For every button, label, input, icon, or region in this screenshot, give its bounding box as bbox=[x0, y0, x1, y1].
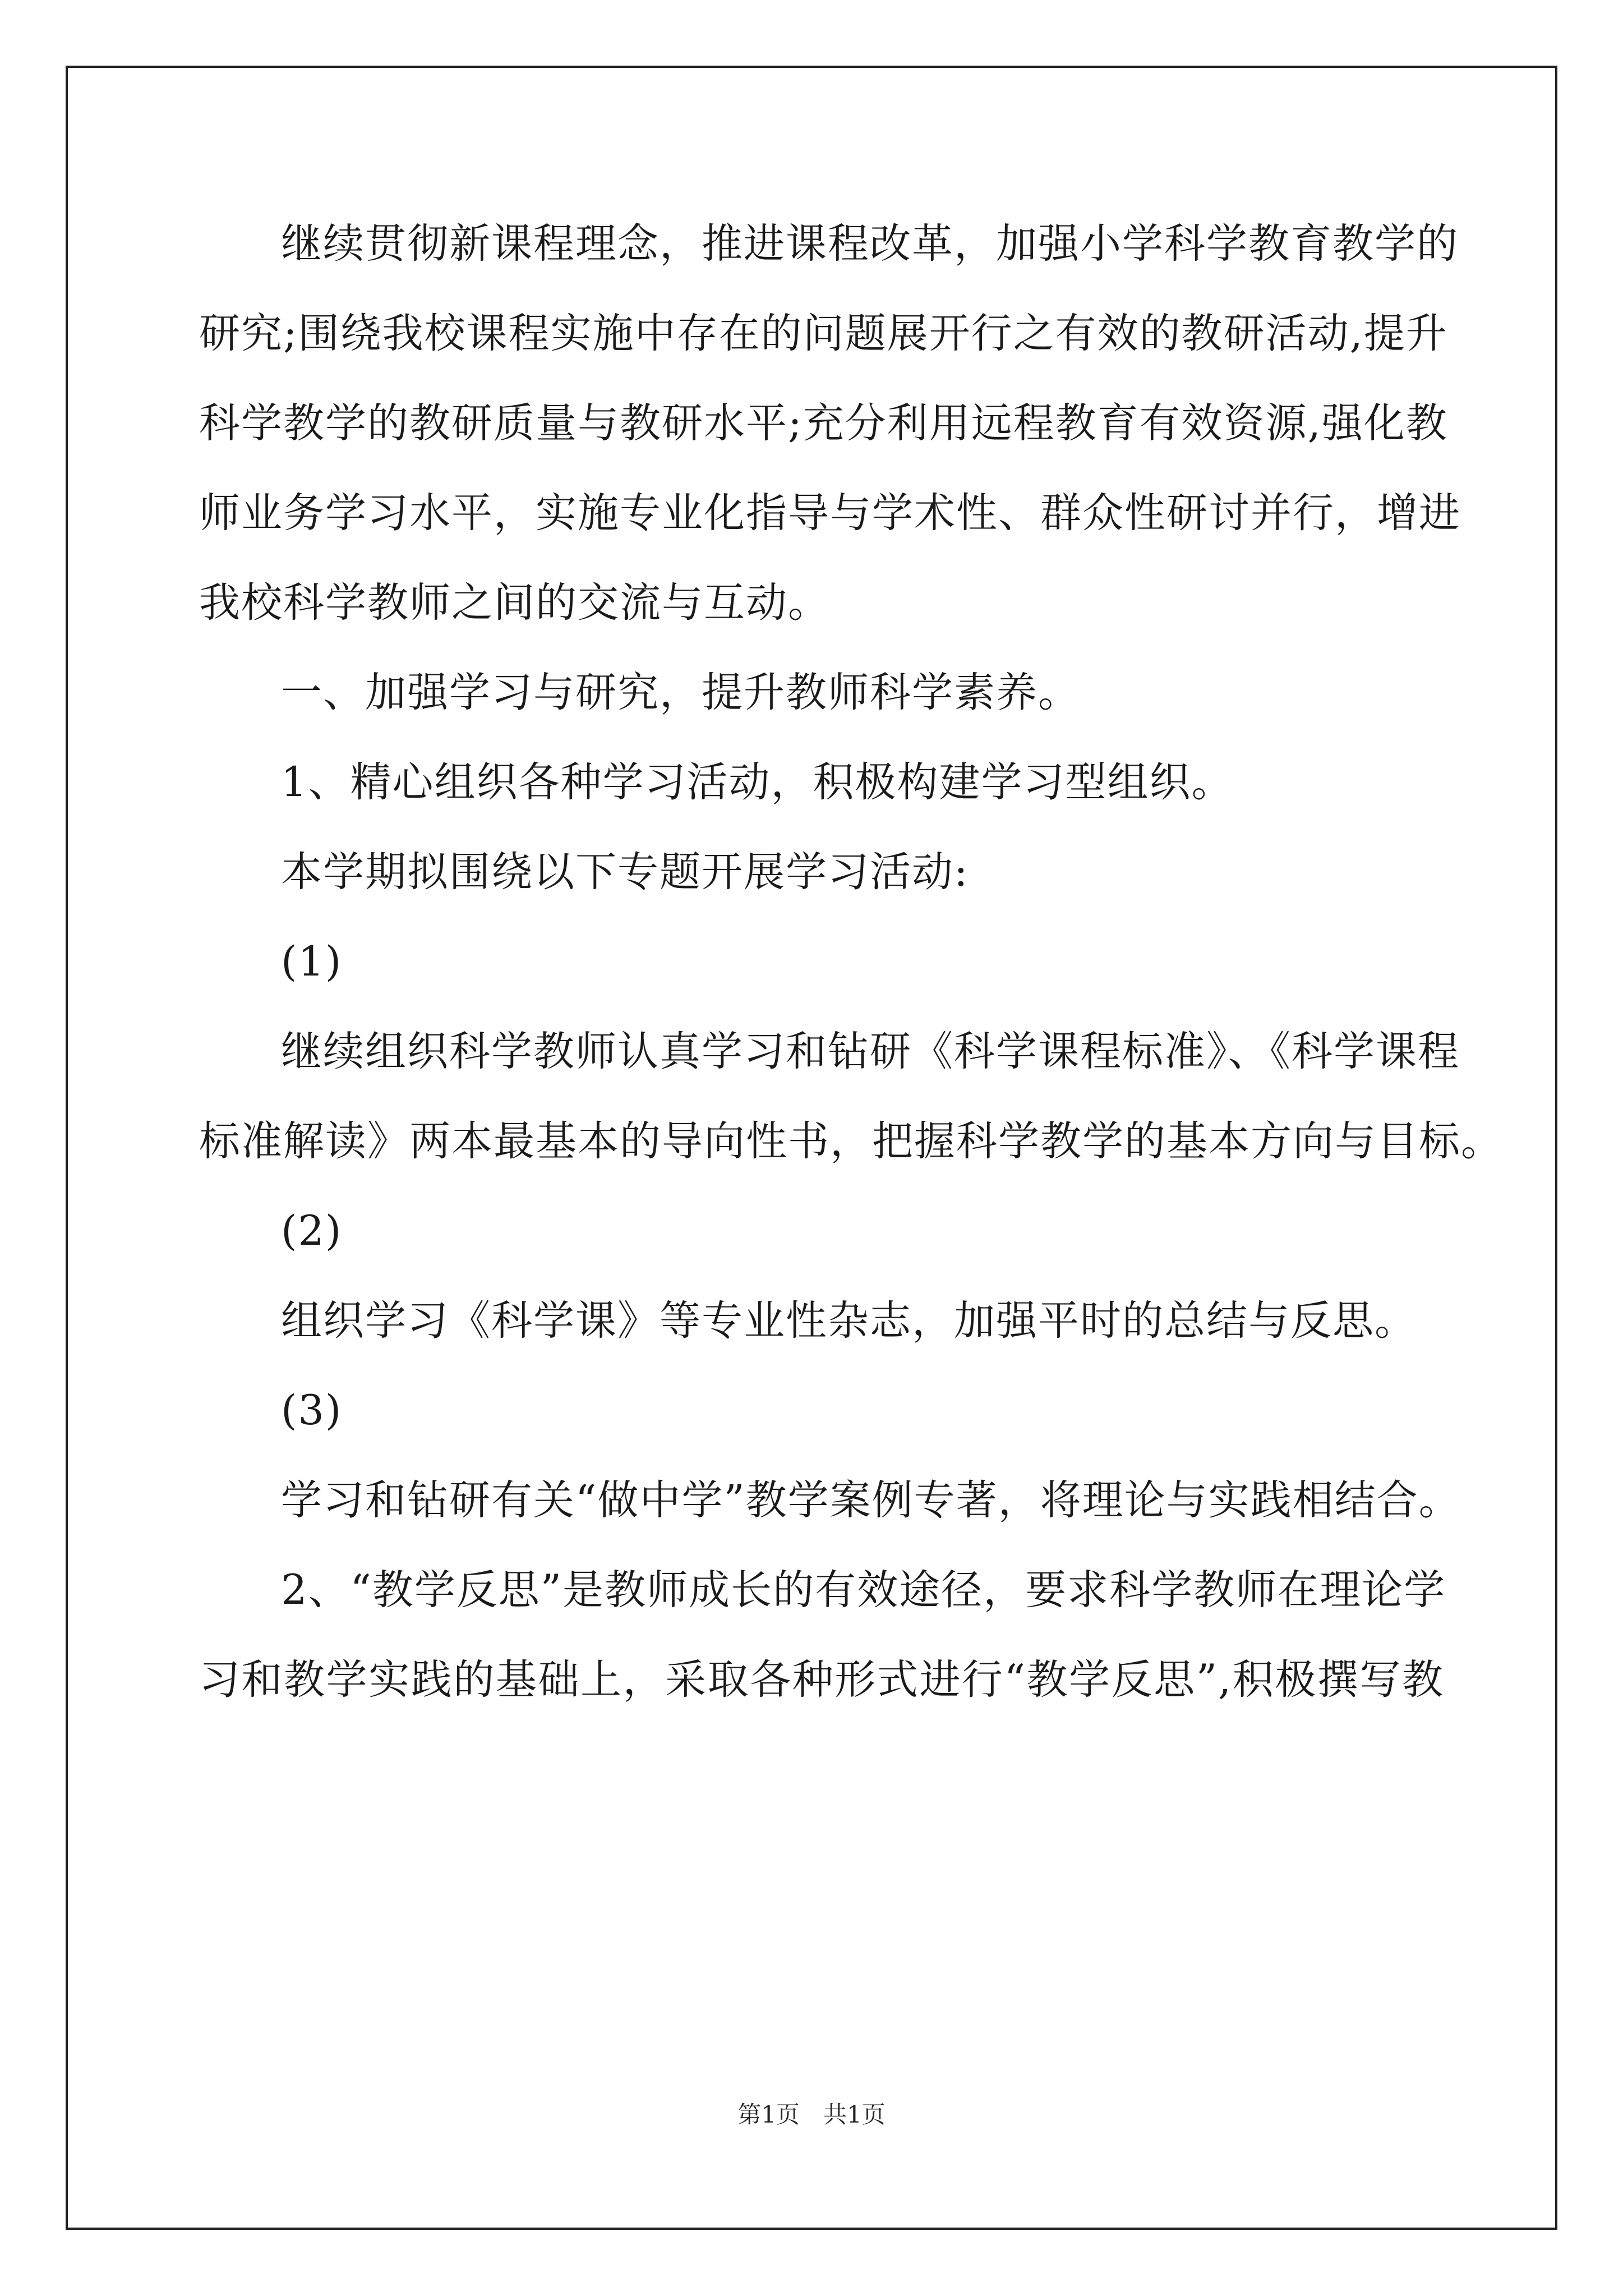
document-body bbox=[199, 199, 1503, 1725]
paragraph bbox=[199, 1007, 1503, 1186]
text-line: (3) bbox=[281, 1387, 343, 1434]
paragraph bbox=[199, 1456, 1461, 1545]
text-line: (1) bbox=[281, 938, 343, 986]
paragraph bbox=[199, 1545, 1444, 1725]
text-line: 师业务学习水平，实施专业化指导与学术性、群众性研讨并行，增进 bbox=[199, 489, 1461, 537]
text-line: 1、精心组织各种学习活动，积极构建学习型组织。 bbox=[281, 758, 1234, 806]
paragraph-intro bbox=[199, 199, 1461, 648]
text-line: 学习和钻研有关“做中学”教学案例专著，将理论与实践相结合。 bbox=[281, 1476, 1461, 1524]
text-line: 本学期拟围绕以下专题开展学习活动: bbox=[281, 848, 969, 896]
text-line: 继续贯彻新课程理念，推进课程改革，加强小学科学教育教学的 bbox=[281, 220, 1459, 268]
paragraph bbox=[199, 827, 1444, 917]
text-line: 我校科学教师之间的交流与互动。 bbox=[199, 579, 830, 627]
text-line: (2) bbox=[281, 1207, 343, 1255]
text-line: 组织学习《科学课》等专业性杂志，加强平时的总结与反思。 bbox=[281, 1297, 1417, 1345]
page-number: 第1页 共1页 bbox=[737, 2101, 886, 2128]
text-line: 标准解读》两本最基本的导向性书，把握科学教学的基本方向与目标。 bbox=[199, 1117, 1503, 1165]
text-line: 科学教学的教研质量与教研水平;充分利用远程教育有效资源,强化教 bbox=[199, 399, 1448, 447]
list-marker bbox=[199, 917, 1444, 1007]
text-line: 继续组织科学教师认真学习和钻研《科学课程标准》、《科学课程 bbox=[281, 1028, 1460, 1075]
paragraph bbox=[199, 1276, 1444, 1366]
text-line: 一、加强学习与研究，提升教师科学素养。 bbox=[281, 669, 1080, 716]
list-marker bbox=[199, 1186, 1444, 1276]
list-marker bbox=[199, 1366, 1444, 1456]
text-line: 研究;围绕我校课程实施中存在的问题展开行之有效的教研活动,提升 bbox=[199, 310, 1448, 357]
text-line: 习和教学实践的基础上，采取各种形式进行“教学反思”,积极撰写教 bbox=[199, 1656, 1444, 1704]
text-line: 2、“教学反思”是教师成长的有效途径，要求科学教师在理论学 bbox=[281, 1566, 1446, 1614]
section-heading bbox=[199, 648, 1444, 738]
subsection-heading bbox=[199, 738, 1444, 827]
